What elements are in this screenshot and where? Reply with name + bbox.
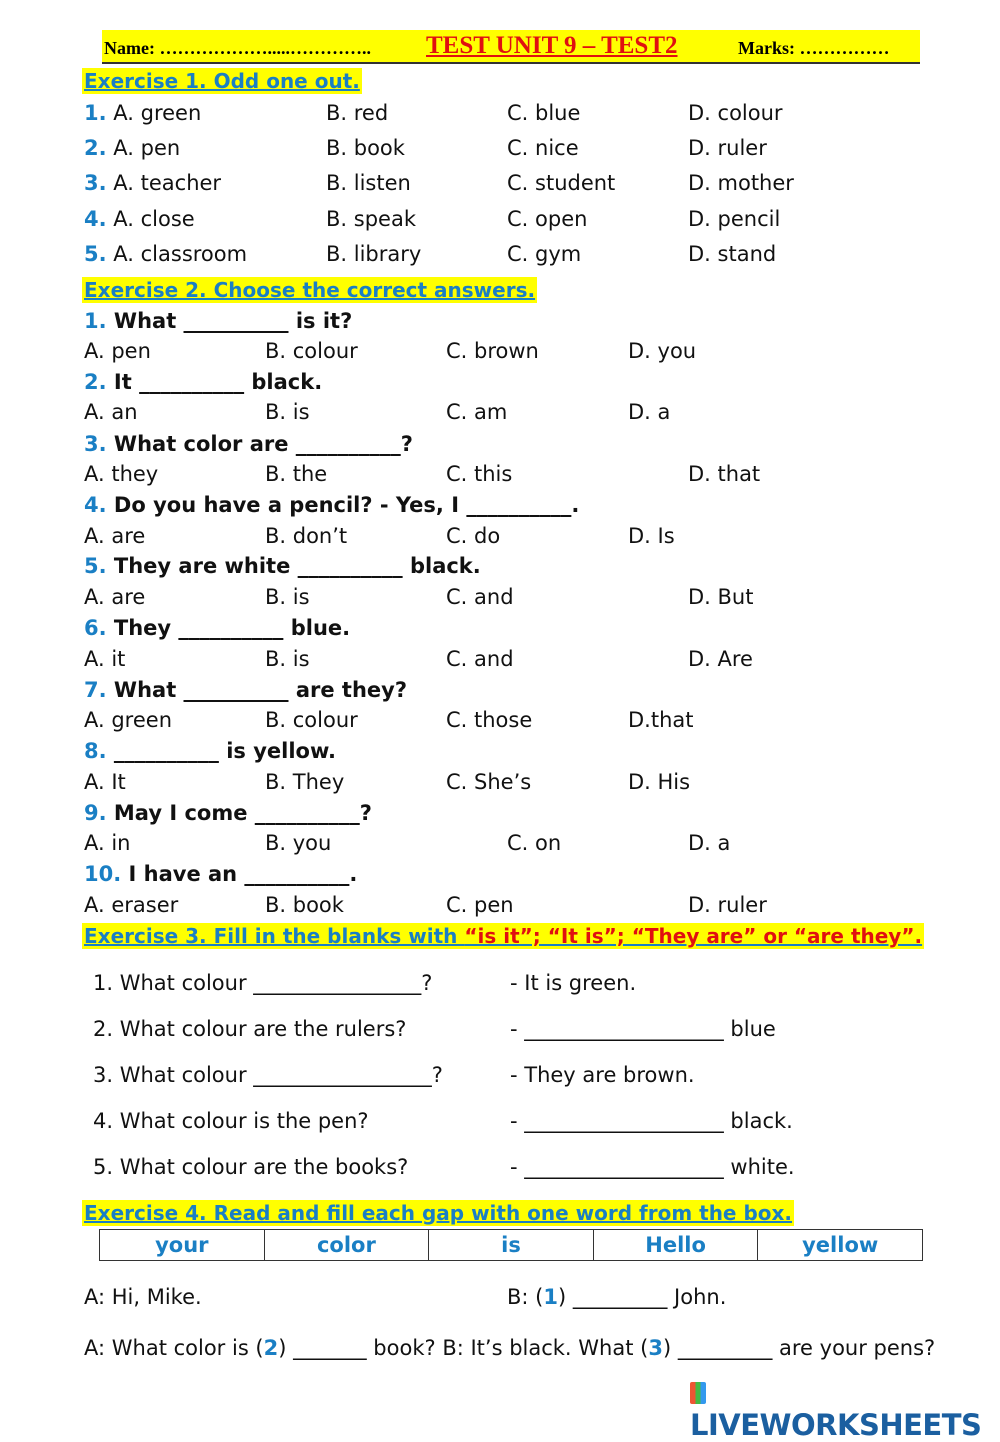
word-box-item: is bbox=[429, 1230, 594, 1261]
option-d[interactable]: D. mother bbox=[688, 171, 794, 195]
dialogue-line-2[interactable]: A: What color is (2) _______ book? B: It’s black. What (3) _________ are your pens? bbox=[84, 1336, 936, 1360]
option-d[interactable]: D.that bbox=[628, 708, 694, 732]
ex1-item-3: 3. A. teacher bbox=[84, 171, 222, 195]
option-b[interactable]: B. They bbox=[265, 770, 345, 794]
ex3-answer-3: - They are brown. bbox=[510, 1063, 695, 1087]
ex1-item-4: 4. A. close bbox=[84, 207, 195, 231]
option-b[interactable]: B. red bbox=[326, 101, 389, 125]
option-a[interactable]: A. are bbox=[84, 524, 146, 548]
option-b[interactable]: B. speak bbox=[326, 207, 416, 231]
test-title: TEST UNIT 9 – TEST2 bbox=[426, 32, 678, 59]
word-box bbox=[99, 1229, 923, 1261]
ex2-question-2: 2. It __________ black. bbox=[84, 370, 323, 394]
option-a[interactable]: A. teacher bbox=[113, 171, 222, 195]
option-a[interactable]: A. eraser bbox=[84, 893, 179, 917]
logo-blocks-icon bbox=[690, 1382, 706, 1404]
ex2-question-1: 1. What __________ is it? bbox=[84, 309, 353, 333]
ex2-question-6: 6. They __________ blue. bbox=[84, 616, 351, 640]
option-d[interactable]: D. a bbox=[628, 400, 671, 424]
ex3-question-2: 2. What colour are the rulers? bbox=[93, 1017, 407, 1041]
ex2-question-7: 7. What __________ are they? bbox=[84, 678, 408, 702]
word-box-item: Hello bbox=[593, 1230, 758, 1261]
exercise-1-title: Exercise 1. Odd one out. bbox=[84, 69, 360, 93]
option-a[interactable]: A. are bbox=[84, 585, 146, 609]
option-c[interactable]: C. She’s bbox=[446, 770, 532, 794]
ex1-item-5: 5. A. classroom bbox=[84, 242, 248, 266]
option-d[interactable]: D. His bbox=[628, 770, 691, 794]
option-b[interactable]: B. the bbox=[265, 462, 328, 486]
marks-field[interactable]: Marks: …………… bbox=[738, 38, 890, 58]
option-d[interactable]: D. a bbox=[688, 831, 731, 855]
option-d[interactable]: D. you bbox=[628, 339, 697, 363]
ex2-question-9: 9. May I come __________? bbox=[84, 801, 372, 825]
option-a[interactable]: A. they bbox=[84, 462, 159, 486]
option-c[interactable]: C. and bbox=[446, 647, 514, 671]
option-a[interactable]: A. pen bbox=[84, 339, 151, 363]
ex2-question-10: 10. I have an __________. bbox=[84, 862, 358, 886]
ex3-question-1[interactable]: 1. What colour ________________? bbox=[93, 971, 433, 995]
option-b[interactable]: B. book bbox=[326, 136, 405, 160]
option-a[interactable]: A. close bbox=[113, 207, 195, 231]
option-a[interactable]: A. classroom bbox=[113, 242, 248, 266]
ex1-item-1: 1. A. green bbox=[84, 101, 202, 125]
option-b[interactable]: B. colour bbox=[265, 708, 358, 732]
option-a[interactable]: A. green bbox=[113, 101, 202, 125]
option-b[interactable]: B. library bbox=[326, 242, 422, 266]
exercise-4-title: Exercise 4. Read and fill each gap with one word from the box. bbox=[84, 1201, 793, 1225]
option-b[interactable]: B. book bbox=[265, 893, 344, 917]
option-c[interactable]: C. gym bbox=[507, 242, 582, 266]
name-field[interactable]: Name: ……………….....………….. bbox=[104, 38, 371, 58]
liveworksheets-logo: LIVEWORKSHEETS bbox=[690, 1374, 1000, 1442]
dialogue-line-1a: A: Hi, Mike. bbox=[84, 1285, 202, 1309]
option-c[interactable]: C. do bbox=[446, 524, 501, 548]
option-d[interactable]: D. But bbox=[688, 585, 754, 609]
dialogue-line-1b[interactable]: B: (1) _________ John. bbox=[507, 1285, 727, 1309]
exercise-2-title: Exercise 2. Choose the correct answers. bbox=[84, 278, 536, 302]
word-box-item: yellow bbox=[758, 1230, 923, 1261]
ex3-question-4: 4. What colour is the pen? bbox=[93, 1109, 369, 1133]
option-a[interactable]: A. an bbox=[84, 400, 138, 424]
option-c[interactable]: C. those bbox=[446, 708, 533, 732]
word-box-item: color bbox=[264, 1230, 429, 1261]
exercise-3-title: Exercise 3. Fill in the blanks with “is it”; “It is”; “They are” or “are they”. bbox=[84, 924, 923, 948]
ex3-question-3[interactable]: 3. What colour _________________? bbox=[93, 1063, 443, 1087]
option-c[interactable]: C. am bbox=[446, 400, 508, 424]
option-d[interactable]: D. ruler bbox=[688, 893, 767, 917]
option-d[interactable]: D. Are bbox=[688, 647, 753, 671]
ex3-answer-2[interactable]: - ___________________ blue bbox=[510, 1017, 776, 1041]
option-a[interactable]: A. in bbox=[84, 831, 131, 855]
ex1-item-2: 2. A. pen bbox=[84, 136, 181, 160]
option-c[interactable]: C. blue bbox=[507, 101, 581, 125]
option-a[interactable]: A. pen bbox=[113, 136, 181, 160]
option-b[interactable]: B. is bbox=[265, 647, 310, 671]
option-a[interactable]: A. green bbox=[84, 708, 172, 732]
option-b[interactable]: B. colour bbox=[265, 339, 358, 363]
option-c[interactable]: C. this bbox=[446, 462, 513, 486]
ex2-question-8: 8. __________ is yellow. bbox=[84, 739, 337, 763]
ex2-question-3: 3. What color are __________? bbox=[84, 432, 413, 456]
ex2-question-4: 4. Do you have a pencil? - Yes, I __________. bbox=[84, 493, 580, 517]
option-d[interactable]: D. Is bbox=[628, 524, 675, 548]
option-c[interactable]: C. pen bbox=[446, 893, 514, 917]
test-header bbox=[102, 30, 920, 64]
option-c[interactable]: C. on bbox=[507, 831, 562, 855]
ex3-answer-5[interactable]: - ___________________ white. bbox=[510, 1155, 795, 1179]
option-c[interactable]: C. and bbox=[446, 585, 514, 609]
ex3-question-5: 5. What colour are the books? bbox=[93, 1155, 409, 1179]
option-b[interactable]: B. don’t bbox=[265, 524, 348, 548]
option-a[interactable]: A. it bbox=[84, 647, 126, 671]
option-c[interactable]: C. brown bbox=[446, 339, 539, 363]
option-a[interactable]: A. It bbox=[84, 770, 126, 794]
option-b[interactable]: B. is bbox=[265, 400, 310, 424]
option-d[interactable]: D. that bbox=[688, 462, 761, 486]
option-c[interactable]: C. nice bbox=[507, 136, 579, 160]
option-b[interactable]: B. is bbox=[265, 585, 310, 609]
option-c[interactable]: C. student bbox=[507, 171, 616, 195]
option-c[interactable]: C. open bbox=[507, 207, 588, 231]
option-d[interactable]: D. stand bbox=[688, 242, 777, 266]
word-box-item: your bbox=[100, 1230, 265, 1261]
ex2-question-5: 5. They are white __________ black. bbox=[84, 554, 481, 578]
option-d[interactable]: D. ruler bbox=[688, 136, 767, 160]
option-b[interactable]: B. you bbox=[265, 831, 332, 855]
option-d[interactable]: D. pencil bbox=[688, 207, 781, 231]
ex3-answer-4[interactable]: - ___________________ black. bbox=[510, 1109, 793, 1133]
option-d[interactable]: D. colour bbox=[688, 101, 783, 125]
ex3-answer-1: - It is green. bbox=[510, 971, 637, 995]
option-b[interactable]: B. listen bbox=[326, 171, 411, 195]
